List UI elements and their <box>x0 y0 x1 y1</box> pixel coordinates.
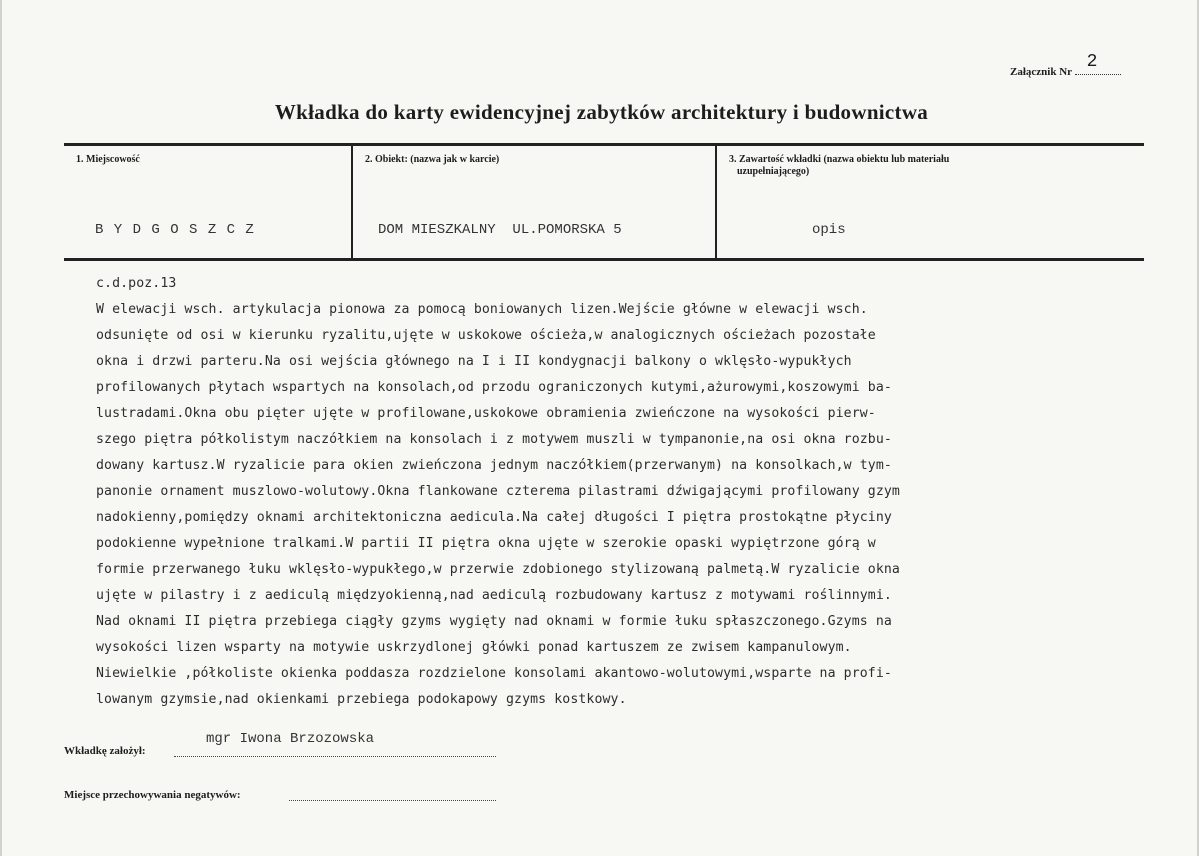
description-line: odsunięte od osi w kierunku ryzalitu,ujęte w uskokowe ościeża,w analogicznych ościeżach pozostałe <box>96 328 876 343</box>
description-line: Nad oknami II piętra przebiega ciągły gzyms wygięty nad oknami w formie łuku spłaszczonego.Gzyms na <box>96 614 892 629</box>
header-bottom-rule <box>64 258 1144 261</box>
description-line: ujęte w pilastry i z aediculą międzyokienną,nad aediculą rozbudowany kartusz z motywami roślinnymi. <box>96 588 892 603</box>
description-line: lustradami.Okna obu pięter ujęte w profilowane,uskokowe obramienia zwieńczone na wysokości pierw- <box>96 406 876 421</box>
content-label-line-1: 3. Zawartość wkładki (nazwa obiektu lub materiału <box>729 154 950 165</box>
annex-number-value: 2 <box>1086 52 1098 72</box>
negatives-dotted-line <box>289 800 496 801</box>
header-top-rule <box>64 143 1144 146</box>
locality-value: B Y D G O S Z C Z <box>95 222 255 238</box>
description-line: panonie ornament muszlowo-wolutowy.Okna flankowane czterema pilastrami dźwigającymi profilowany gzym <box>96 484 900 499</box>
description-line: lowanym gzymsie,nad okienkami przebiega podokapowy gzyms kostkowy. <box>96 692 627 707</box>
description-line: okna i drzwi parteru.Na osi wejścia głównego na I i II kondygnacji balkony o wklęsło-wypukłych <box>96 354 852 369</box>
content-label-line-2: uzupełniającego) <box>737 166 810 177</box>
description-line: W elewacji wsch. artykulacja pionowa za pomocą boniowanych lizen.Wejście główne w elewacji wsch. <box>96 302 868 317</box>
description-line: Niewielkie ,półkoliste okienka poddasza rozdzielone konsolami akantowo-wolutowymi,wsparte na profi- <box>96 666 892 681</box>
header-divider-2 <box>715 146 717 258</box>
annex-number-field <box>1075 52 1121 75</box>
description-line: szego piętra półkolistym naczółkiem na konsolach i z motywem muszli w tympanonie,na osi okna rozbu- <box>96 432 892 447</box>
content-label <box>729 154 1089 178</box>
description-line: dowany kartusz.W ryzalicie para okien zwieńczona jednym naczółkiem(przerwanym) na konsolkach,w tym- <box>96 458 892 473</box>
description-line: nadokienny,pomiędzy oknami architektoniczna aedicula.Na całej długości I piętra prostokątne płyciny <box>96 510 892 525</box>
description-line: formie przerwanego łuku wklęsło-wypukłego,w przerwie zdobionego stylizowaną palmetą.W ryzalicie okna <box>96 562 900 577</box>
annex-number <box>1010 52 1121 78</box>
author-value: mgr Iwona Brzozowska <box>206 731 375 747</box>
author-label: Wkładkę założył: <box>64 745 146 757</box>
content-value: opis <box>812 222 846 238</box>
description-line: profilowanych płytach wspartych na konsolach,od przodu ograniczonych kutymi,ażurowymi,koszowymi ba- <box>96 380 892 395</box>
description-line: wysokości lizen wsparty na motywie uskrzydlonej główki ponad kartuszem ze zwisem kampanulowym. <box>96 640 852 655</box>
negatives-label: Miejsce przechowywania negatywów: <box>64 789 241 801</box>
object-label: 2. Obiekt: (nazwa jak w karcie) <box>365 154 500 165</box>
page-title: Wkładka do karty ewidencyjnej zabytków architektury i budownictwa <box>274 100 929 124</box>
header-divider-1 <box>351 146 353 258</box>
locality-label: 1. Miejscowość <box>76 154 140 165</box>
description-line: podokienne wypełnione tralkami.W partii II piętra okna ujęte w szerokie opaski wypiętrzone górą w <box>96 536 876 551</box>
author-dotted-line <box>174 756 496 757</box>
object-value: DOM MIESZKALNY UL.POMORSKA 5 <box>378 222 622 238</box>
description-line: c.d.poz.13 <box>96 276 177 291</box>
annex-label: Załącznik Nr <box>1010 66 1072 78</box>
description-text <box>96 271 1116 713</box>
